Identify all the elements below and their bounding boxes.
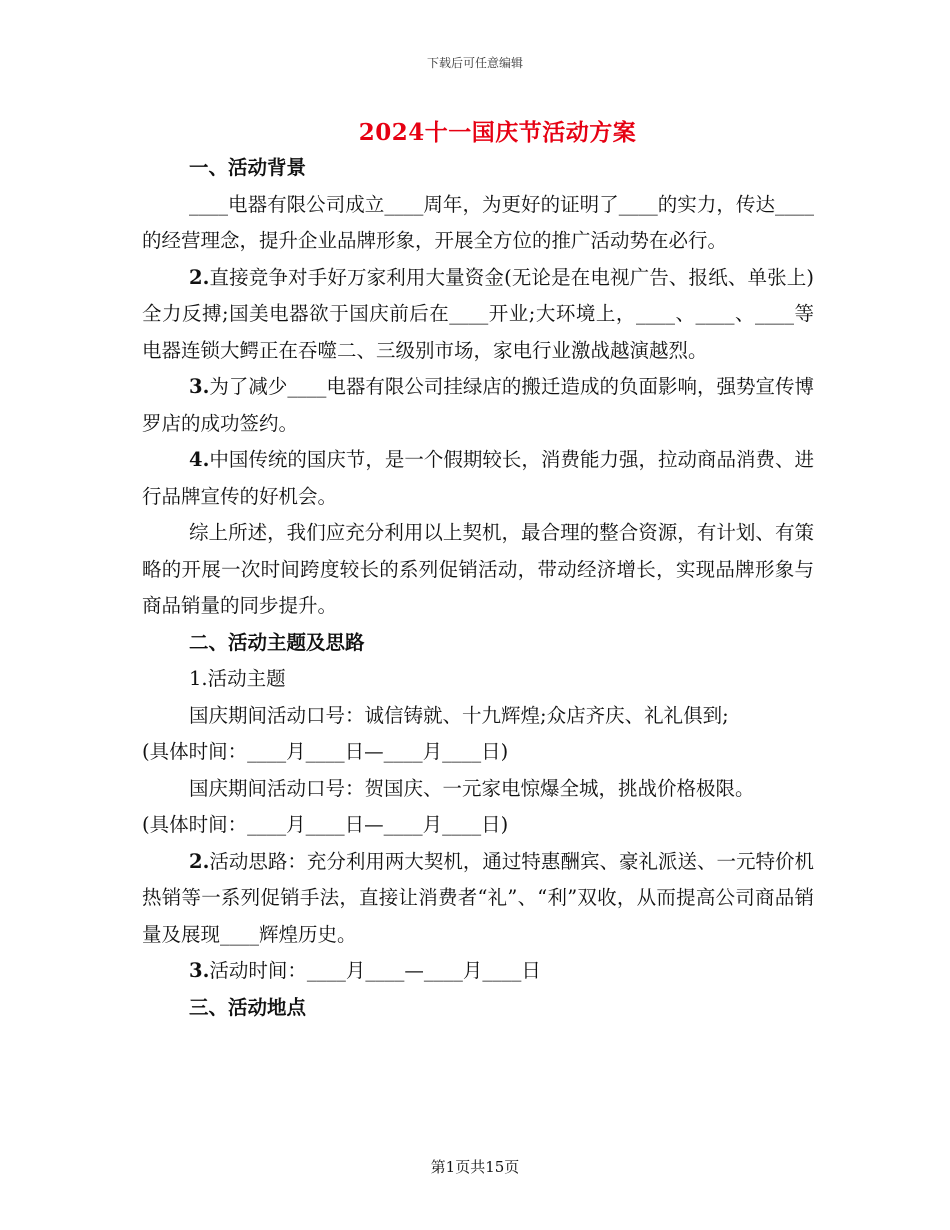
paragraph-text: 中国传统的国庆节，是一个假期较长，消费能力强，拉动商品消费、进行品牌宣传的好机会。 (142, 448, 814, 508)
header-note: 下载后可任意编辑 (426, 56, 523, 70)
item-number: 2. (189, 849, 210, 873)
item-number: 3. (189, 959, 210, 982)
background-summary: 综上所述，我们应充分利用以上契机，最合理的整合资源，有计划、有策略的开展一次时间跨度较长的系列促销活动，带动经济增长，实现品牌形象与商品销量的同步提升。 (142, 521, 814, 617)
theme-item-3 (142, 953, 814, 990)
slogan-1: 国庆期间活动口号：诚信铸就、十九辉煌;众店齐庆、礼礼俱到; (189, 703, 729, 727)
item-number: 4. (189, 448, 210, 471)
theme-item-1 (142, 661, 814, 698)
background-paragraph-1: ____电器有限公司成立____周年，为更好的证明了____的实力，传达____的经营理念，提升企业品牌形象，开展全方位的推广活动势在必行。 (142, 192, 814, 252)
item-text: 活动思路：充分利用两大契机，通过特惠酬宾、豪礼派送、一元特价机热销等一系列促销手法，直接让消费者“礼”、“利”双收，从而提高公司商品销量及展现____辉煌历史。 (142, 849, 814, 946)
document-body (142, 150, 814, 1026)
paragraph-text: 为了减少____电器有限公司挂绿店的搬迁造成的负面影响，强势宣传博罗店的成功签约。 (142, 375, 814, 435)
item-text: 活动主题 (207, 667, 286, 690)
background-paragraph-2 (142, 260, 814, 370)
slogan-1-time: (具体时间：____月____日—____月____日) (142, 740, 509, 763)
page-number: 第1页共15页 (430, 1158, 520, 1176)
item-number: 2. (189, 265, 210, 289)
theme-item-2 (142, 844, 814, 954)
section-heading-background: 一、活动背景 (189, 156, 307, 179)
section-heading-theme: 二、活动主题及思路 (189, 630, 365, 654)
item-text: 活动时间：____月____—____月____日 (209, 959, 541, 982)
section-heading-location: 三、活动地点 (189, 995, 307, 1019)
slogan-2: 国庆期间活动口号：贺国庆、一元家电惊爆全城，挑战价格极限。 (189, 776, 755, 800)
item-number: 1. (189, 667, 208, 690)
background-paragraph-3 (142, 369, 814, 442)
paragraph-text: 直接竞争对手好万家利用大量资金(无论是在电视广告、报纸、单张上)全力反搏;国美电器欲于国庆前后在____开业;大环境上，____、____、____等电器连锁大鳄正在吞噬二、三级别市场，家电行业激战越演越烈。 (142, 265, 814, 362)
document-title: 2024十一国庆节活动方案 (358, 119, 637, 146)
slogan-2-time: (具体时间：____月____日—____月____日) (142, 813, 509, 836)
item-number: 3. (189, 375, 210, 398)
background-paragraph-4 (142, 442, 814, 515)
